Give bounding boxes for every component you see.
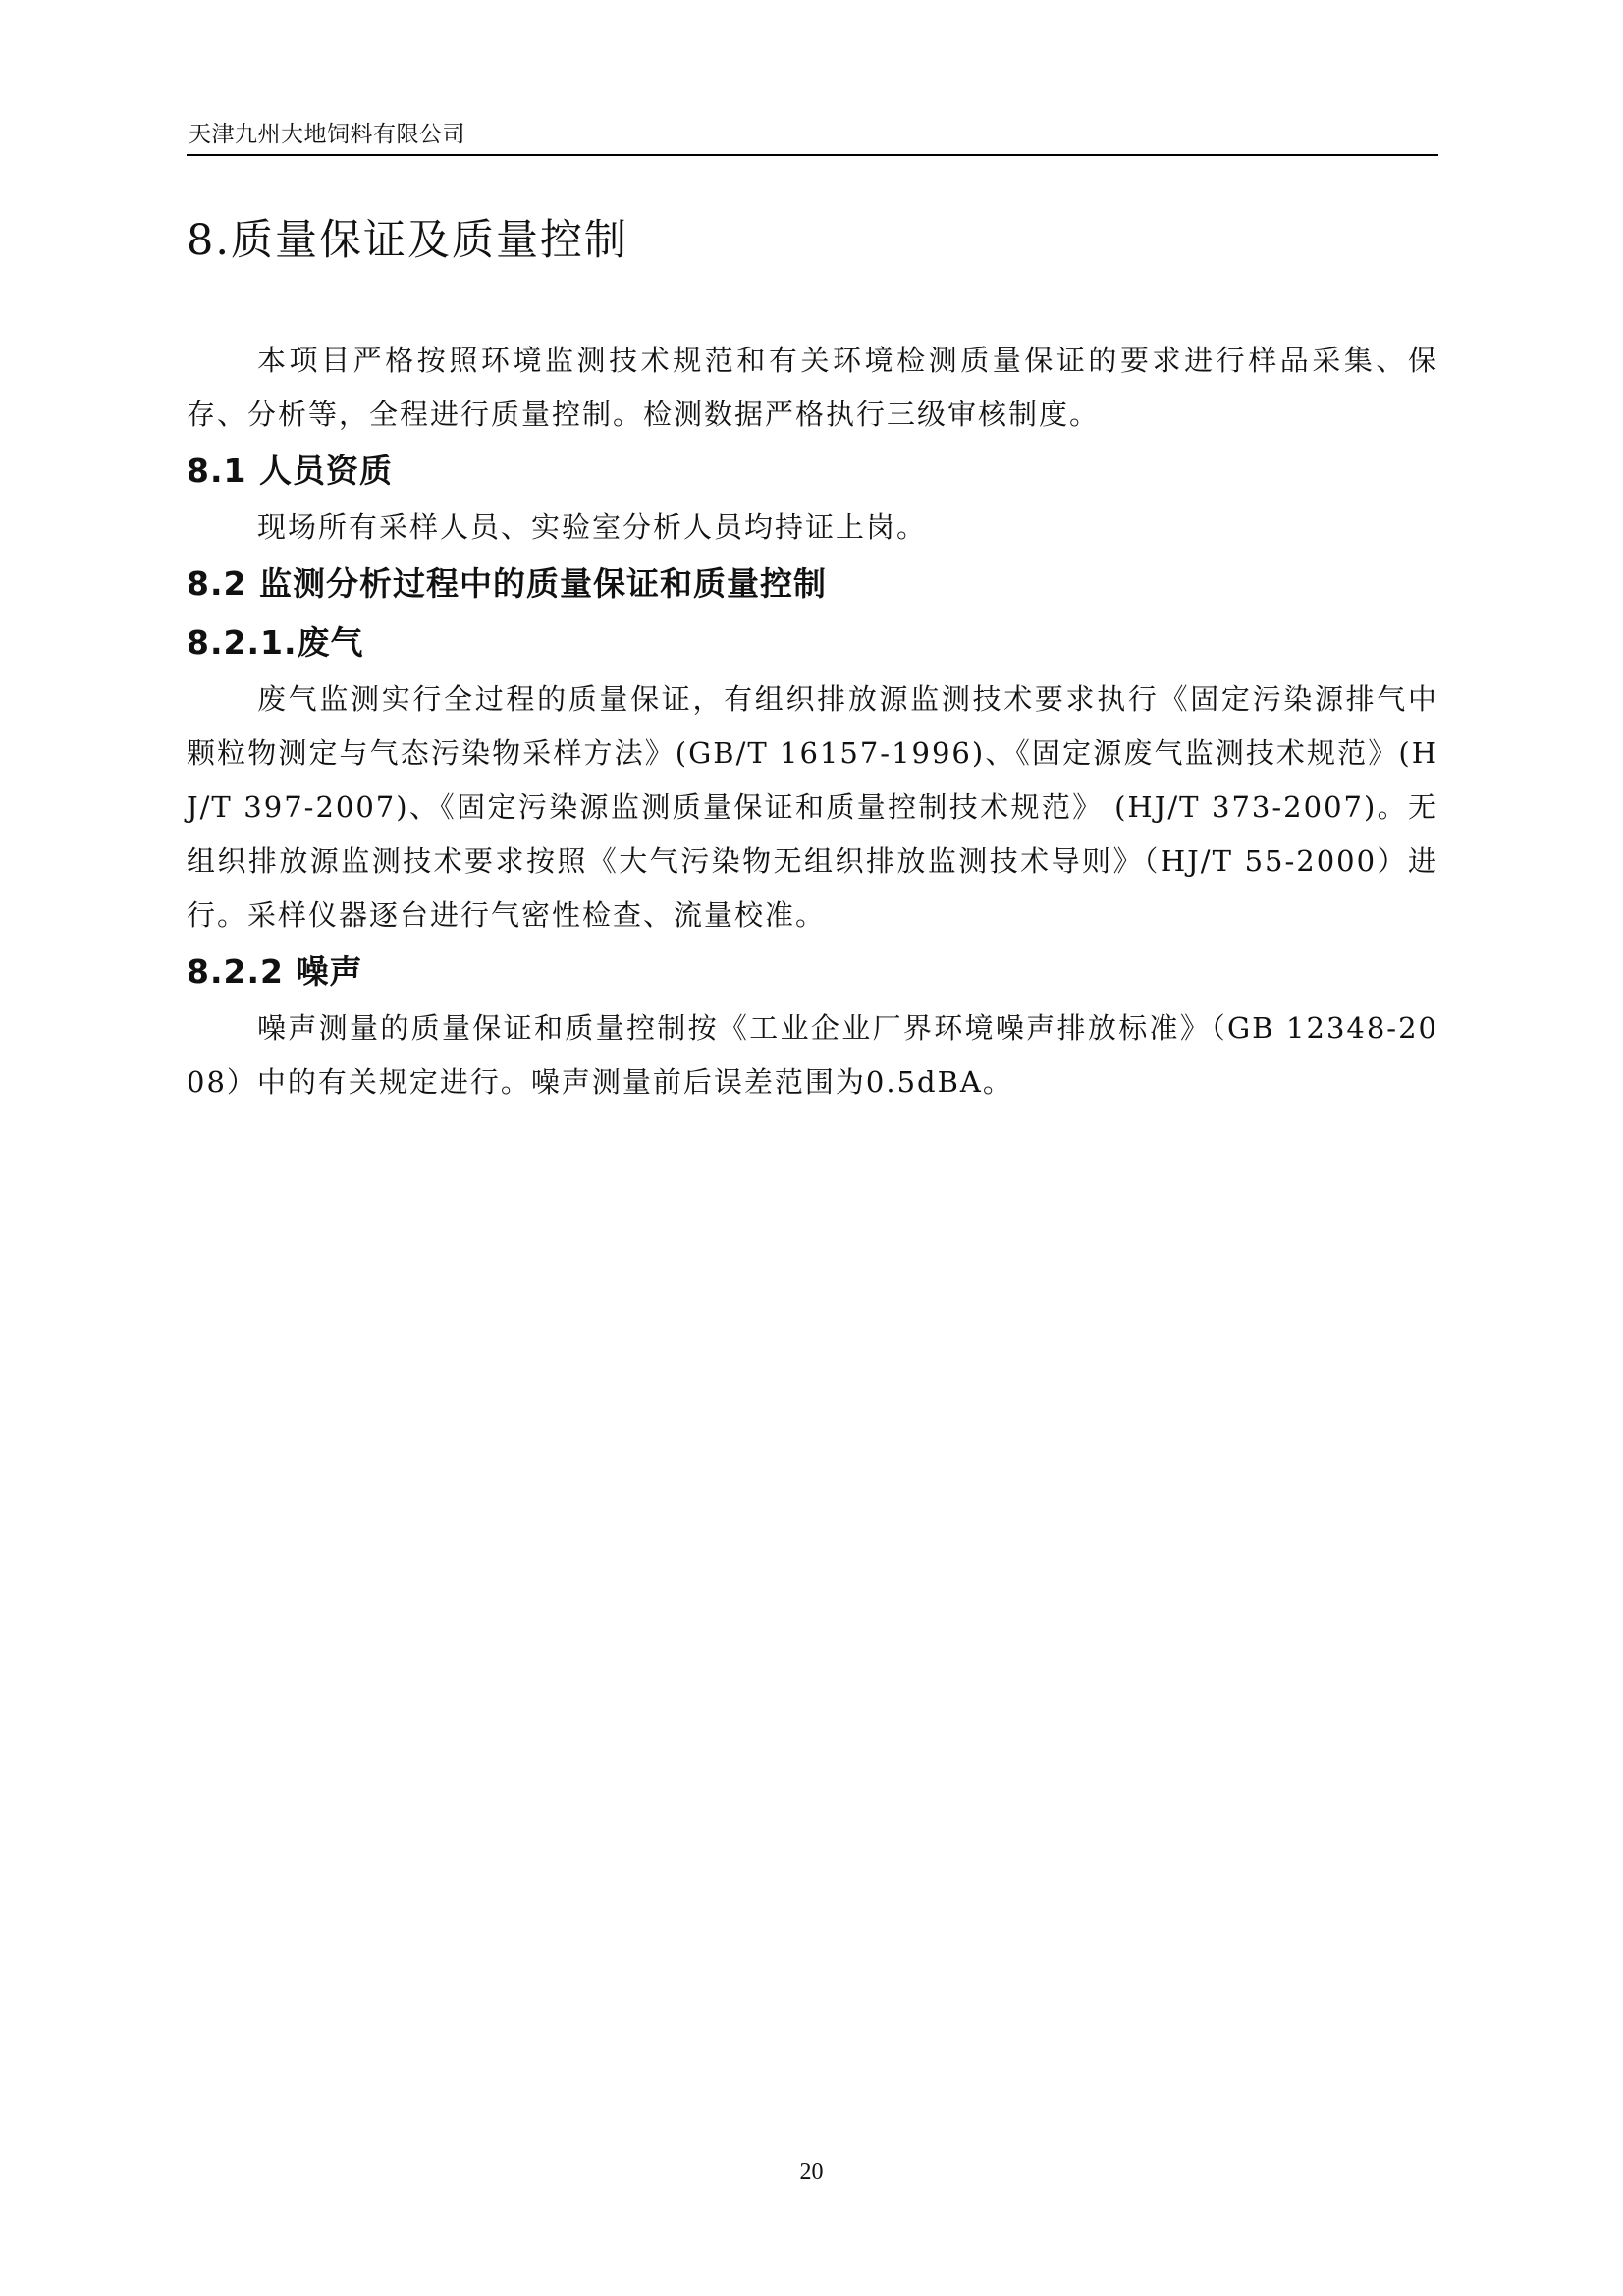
subsection-8-2-1-paragraph: 废气监测实行全过程的质量保证，有组织排放源监测技术要求执行《固定污染源排气中颗粒物测定与气态污染物采样方法》(GB/T 16157-1996)、《固定源废气监测技术规范》(HJ/T 397-2007)、《固定污染源监测质量保证和质量控制技术规范》 (HJ/T 373-2007)。无组织排放源监测技术要求按照《大气污染物无组织排放监测技术导则》（HJ/T 55-2000）进行。采样仪器逐台进行气密性检查、流量校准。 bbox=[187, 682, 1438, 932]
subsection-8-2-2-title: 8.2.2 噪声 bbox=[187, 952, 363, 990]
subsection-8-2-title: 8.2 监测分析过程中的质量保证和质量控制 bbox=[187, 564, 827, 603]
section-title: 8.质量保证及质量控制 bbox=[187, 216, 629, 265]
subsection-8-2-1-title: 8.2.1.废气 bbox=[187, 623, 364, 662]
running-header-company: 天津九州大地饲料有限公司 bbox=[189, 122, 465, 147]
header-divider bbox=[187, 154, 1438, 156]
intro-paragraph: 本项目严格按照环境监测技术规范和有关环境检测质量保证的要求进行样品采集、保存、分析等，全程进行质量控制。检测数据严格执行三级审核制度。 bbox=[187, 344, 1438, 431]
document-body bbox=[187, 206, 1438, 1109]
subsection-8-1-paragraph: 现场所有采样人员、实验室分析人员均持证上岗。 bbox=[257, 510, 928, 544]
subsection-8-1-title: 8.1 人员资质 bbox=[187, 452, 393, 490]
subsection-8-2-2-paragraph: 噪声测量的质量保证和质量控制按《工业企业厂界环境噪声排放标准》（GB 12348-2008）中的有关规定进行。噪声测量前后误差范围为0.5dBA。 bbox=[187, 1011, 1438, 1098]
page-number: 20 bbox=[799, 2160, 824, 2185]
section-intro bbox=[187, 334, 1438, 442]
